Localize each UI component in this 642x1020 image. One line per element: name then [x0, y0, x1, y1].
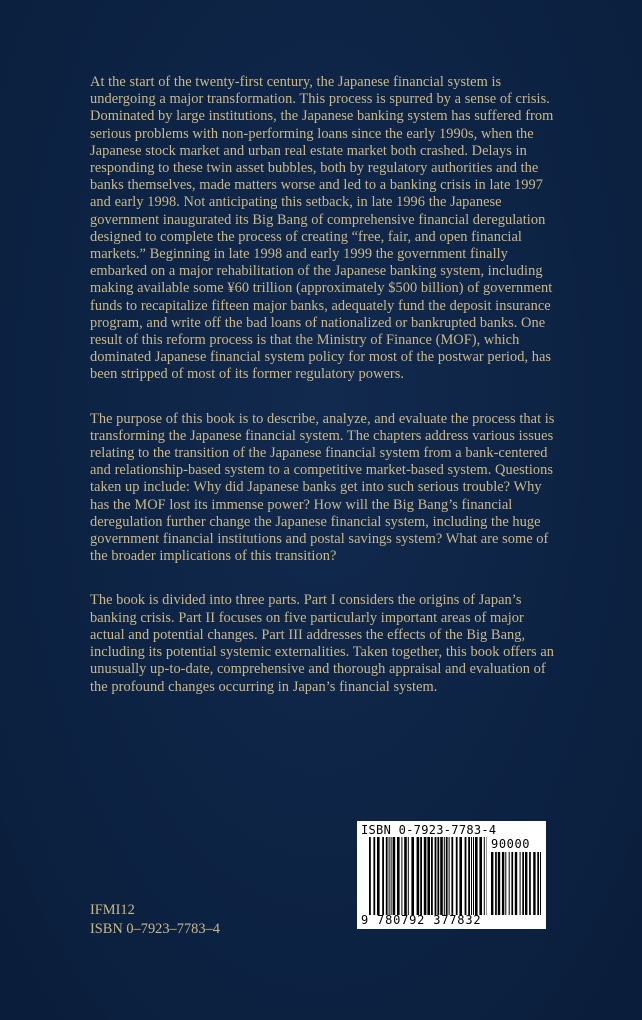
blurb-paragraph-2: The purpose of this book is to describe, analyze, and evaluate the process that is transforming the Japanese financial system. The chapters address various issues relating to the transition of the Japanese financial system from a bank-centered and relationship-based system to a competitive market-based system. Questions taken up include: Why did Japanese banks get into such serious trouble? Why has the MOF lost its immense power? How will the Big Bang’s financial deregulation further change the Japanese financial system, including the huge government financial institutions and postal savings system? What are some of the broader implications of this transition? [90, 410, 555, 565]
blurb-paragraph-1: At the start of the twenty-first century, the Japanese financial system is undergoing a major transformation. This process is spurred by a sense of crisis. Dominated by large institutions, the Japanese banking system has suffered from serious problems with non-performing loans since the early 1990s, when the Japanese stock market and urban real estate market both crashed. Delays in responding to these twin asset bubbles, both by regulatory authorities and the banks themselves, made matters worse and led to a banking crisis in late 1997 and early 1998. Not anticipating this setback, in late 1996 the Japanese government inaugurated its Big Bang of comprehensive financial deregulation designed to complete the process of creating “free, fair, and open financial markets.” Beginning in late 1998 and early 1999 the government finally embarked on a major rehabilitation of the Japanese banking system, including making available some ¥60 trillion (approximately $500 billion) of government funds to recapitalize fifteen major banks, adequately fund the deposit insurance program, and write off the bad loans of nationalized or bankrupted banks. One result of this reform process is that the Ministry of Finance (MOF), which dominated Japanese financial system policy for most of the postwar period, has been stripped of most of its former regulatory powers. [90, 74, 554, 383]
barcode-ean-digits: 9 780792 377832 [361, 913, 482, 927]
barcode-price-code: 90000 [491, 837, 531, 851]
barcode [357, 821, 546, 929]
imprint [90, 901, 220, 939]
barcode-addon-bars-icon [491, 852, 541, 915]
series-code: IFMI12 [90, 902, 135, 918]
barcode-bars-icon [369, 837, 487, 915]
blurb-paragraph-3: The book is divided into three parts. Part I considers the origins of Japan’s banking crisis. Part II focuses on five particularly important areas of major actual and potential changes. Part III addresses the effects of the Big Bang, including its potential systemic externalities. Taken together, this book offers an unusually up-to-date, comprehensive and thorough appraisal and evaluation of the profound changes occurring in Japan’s financial system. [90, 592, 555, 695]
isbn-text: ISBN 0–7923–7783–4 [90, 921, 220, 937]
blurb-text [90, 74, 560, 723]
barcode-isbn-label: ISBN 0-7923-7783-4 [361, 823, 497, 837]
